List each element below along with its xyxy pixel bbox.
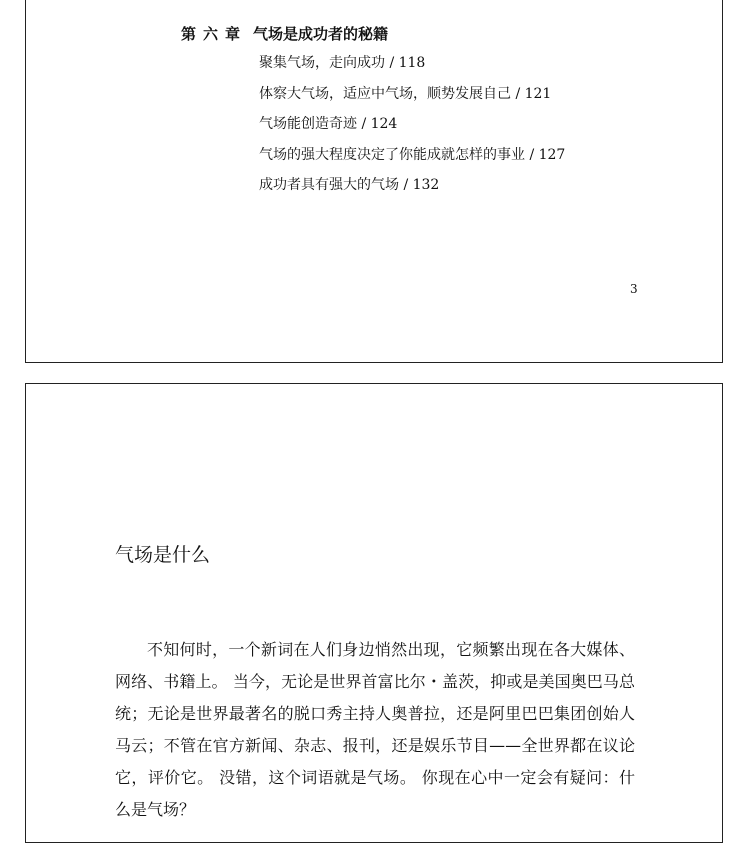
chapter-label: 第六章: [181, 25, 248, 43]
toc-list: [259, 53, 565, 206]
toc-entry[interactable]: 成功者具有强大的气场 / 132: [259, 177, 440, 193]
page-number: 3: [630, 282, 638, 296]
toc-page: [25, 0, 723, 363]
toc-entry[interactable]: 气场的强大程度决定了你能成就怎样的事业 / 127: [259, 146, 566, 163]
section-title: 气场是什么: [115, 544, 211, 566]
toc-entry[interactable]: 聚集气场，走向成功 / 118: [259, 55, 426, 71]
toc-entry[interactable]: 体察大气场，适应中气场，顺势发展自己 / 121: [259, 85, 552, 102]
chapter-heading: [181, 23, 388, 44]
chapter-title: 气场是成功者的秘籍: [253, 25, 389, 43]
toc-entry[interactable]: 气场能创造奇迹 / 124: [259, 116, 398, 132]
content-page: [25, 383, 723, 843]
body-paragraph: 不知何时，一个新词在人们身边悄然出现，它频繁出现在各大媒体、网络、书籍上。 当今，无论是世界首富比尔・盖茨，抑或是美国奥巴马总统；无论是世界最著名的脱口秀主持人奥普拉，还是阿里巴巴集团创始人马云；不管在官方新闻、杂志、报刊，还是娱乐节目——全世界都在议论它，评价它。 没错，这个词语就是气场。 你现在心中一定会有疑问：什么是气场？: [115, 640, 635, 819]
